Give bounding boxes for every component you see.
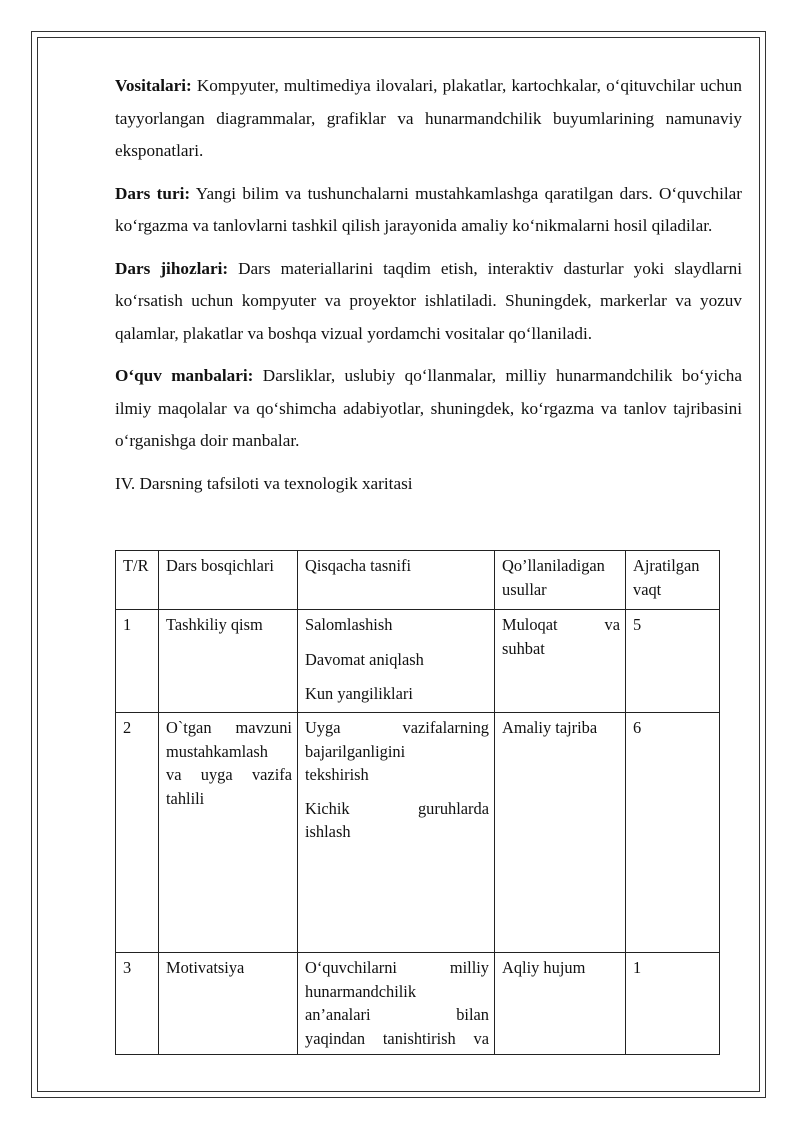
header-time-line-1: Ajratilgan [633,556,700,575]
table-row [116,713,720,953]
lesson-plan-table [115,550,720,1055]
paragraph-vositalari [115,70,742,168]
paragraph-dars-turi [115,178,742,243]
label-oquv-manbalari: O‘quv manbalari: [115,366,254,385]
row-1-desc [298,610,495,713]
table-row [116,610,720,713]
row-1-time: 5 [626,610,720,713]
row-3-num: 3 [116,953,159,1055]
row-1-stage: Tashkiliy qism [159,610,298,713]
text-vositalari: Kompyuter, multimediya ilovalari, plakatlar, kartochkalar, o‘qituvchilar uchun tayyorlangan diagrammalar, grafiklar va hunarmandchilik buyumlarining namunaviy eksponatlari. [115,76,742,160]
row-1-methods [495,610,626,713]
row-3-methods: Aqliy hujum [495,953,626,1055]
paragraph-dars-jihozlari [115,253,742,351]
header-desc: Qisqacha tasnifi [298,551,495,610]
document-body [115,70,742,508]
paragraph-oquv-manbalari [115,360,742,458]
row-3-desc-line-1: O‘quvchilarni milliy [305,958,489,977]
row-3-time: 1 [626,953,720,1055]
header-methods-line-2: usullar [502,579,547,599]
row-3-desc-line-2: hunarmandchilik [305,981,417,1001]
row-2-time: 6 [626,713,720,953]
row-3-desc-line-4: yaqindan tanishtirish va [305,1028,489,1048]
row-2-methods: Amaliy tajriba [495,713,626,953]
text-oquv-manbalari: Darsliklar, uslubiy qo‘llanmalar, milliy hunarmandchilik bo‘yicha ilmiy maqolalar va qo‘shimcha adabiyotlar, shuningdek, ko‘rgazma va tanlov tajribasini o‘rganishga doir manbalar. [115,366,742,450]
row-2-desc-b-line-1: Kichik guruhlarda [305,798,489,818]
table-row [116,953,720,1055]
row-2-stage-line-4: tahlili [166,788,205,808]
text-dars-turi: Yangi bilim va tushunchalarni mustahkamlashga qaratilgan dars. O‘quvchilar ko‘rgazma va tanlovlarni tashkil qilish jarayonida amaliy ko‘nikmalarni hosil qiladilar. [115,183,742,235]
row-3-desc [298,953,495,1055]
label-dars-jihozlari: Dars jihozlari: [115,258,229,278]
header-methods-line-1: Qo’llaniladigan [502,556,605,575]
text-dars-jihozlari: Dars materiallarini taqdim etish, interaktiv dasturlar yoki slaydlarni ko‘rsatish uchun kompyuter va proyektor ishlatiladi. Shuningdek, markerlar va yozuv qalamlar, plakatlar va boshqa vizual yordamchi vositalar qo‘llaniladi. [115,258,742,343]
row-1-desc-item: Kun yangiliklari [305,684,413,703]
row-1-desc-item: Salomlashish [305,615,393,634]
header-time [626,551,720,610]
row-1-num: 1 [116,610,159,713]
label-vositalari: Vositalari: [115,76,192,95]
row-1-methods-line-1: Muloqat va [502,615,620,634]
row-2-stage-line-3: va uyga vazifa [166,765,292,784]
row-2-stage [159,713,298,953]
row-2-desc-a-line-2: bajarilganligini [305,741,406,761]
row-3-desc-line-3: an’analari bilan [305,1005,489,1024]
header-methods [495,551,626,610]
row-2-stage-line-2: mustahkamlash [166,741,268,761]
row-2-desc-a-line-1: Uyga vazifalarning [305,718,489,737]
row-2-desc-a-line-3: tekshirish [305,765,369,784]
header-num: T/R [116,551,159,610]
header-time-line-2: vaqt [633,579,662,599]
row-1-desc-item: Davomat aniqlash [305,649,424,669]
row-2-desc [298,713,495,953]
header-stage: Dars bosqichlari [159,551,298,610]
row-2-stage-line-1: O`tgan mavzuni [166,718,292,737]
row-3-stage: Motivatsiya [159,953,298,1055]
label-dars-turi: Dars turi: [115,183,191,203]
row-2-desc-b-line-2: ishlash [305,822,351,841]
row-1-methods-line-2: suhbat [502,638,545,658]
section-title: IV. Darsning tafsiloti va texnologik xaritasi [115,473,413,493]
row-2-num: 2 [116,713,159,953]
table-header-row [116,551,720,610]
